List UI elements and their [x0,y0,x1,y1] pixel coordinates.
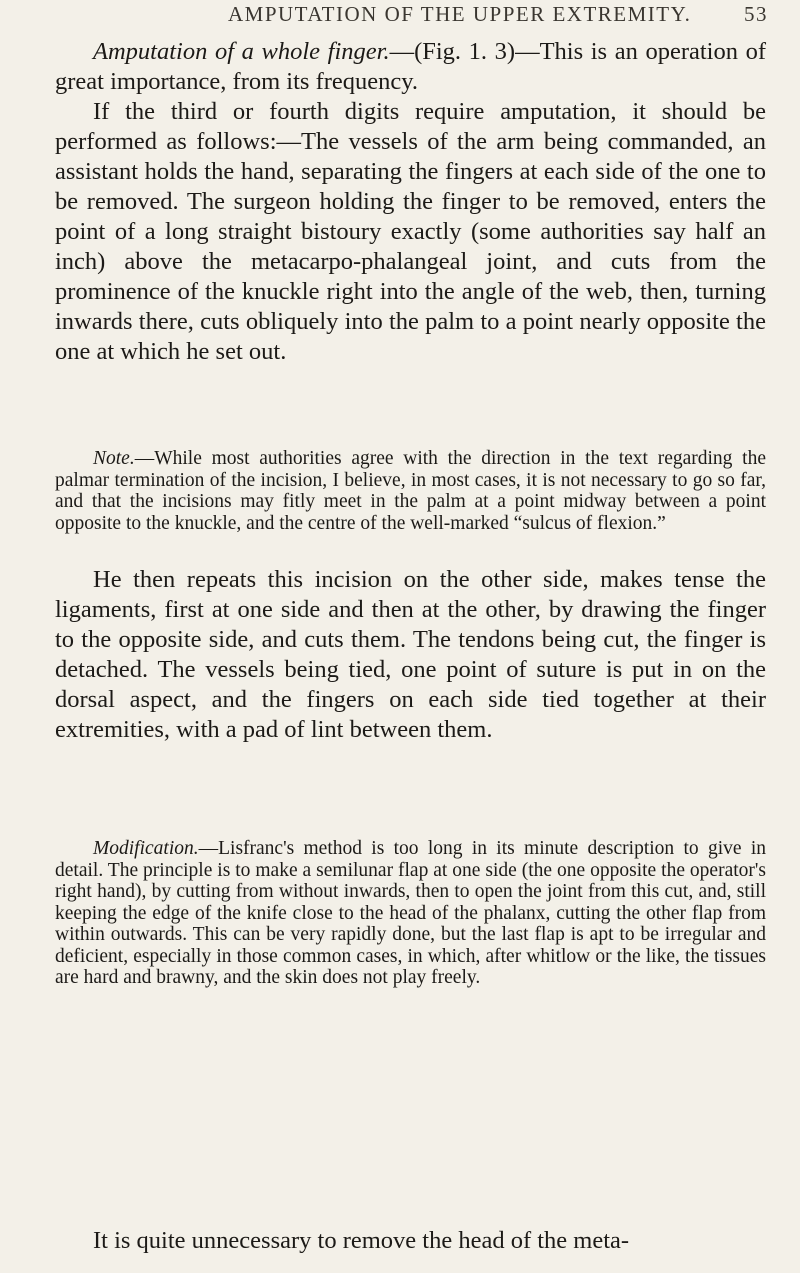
page-number: 53 [744,2,768,26]
note-text: —While most authorities agree with the direction in the text regarding the palmar termination of the incision, I believe, in most cases, it is not necessary to go so far, and that the incisions may fitly meet in the palm at a point midway between a point opposite to the knuckle, and the centre of the well-marked “sulcus of flexion.” [55,448,766,534]
modification-lead: Modification. [93,838,199,859]
section-intro-text: —(Fig. 1. 3)—This is an operation of great importance, from its frequency. [55,38,767,95]
paragraph-second-incision: He then repeats this incision on the other side, makes tense the ligaments, first at one side and then at the other, by drawing the finger to the opposite side, and cuts them. The tendons being cut, the finger is detached. The vessels being tied, one point of suture is put in on the dorsal aspect, and the fingers on each side tied together at their extremities, with a pad of lint between them. [55,566,766,743]
section-heading: Amputation of a whole finger. [93,38,390,65]
section-amputation-whole-finger [55,37,766,97]
note-lead: Note. [93,448,135,469]
modification-text: —Lisfranc's method is too long in its minute description to give in detail. The principle is to make a semilunar flap at one side (the one opposite the operator's right hand), by cutting from without inwards, then to open the joint from this cut, and, still keeping the edge of the knife close to the head of the phalanx, cutting the other flap from within outwards. This can be very rapidly done, but the last flap is apt to be irregular and deficient, especially in those common cases, in which, after whitlow or the like, the tissues are hard and brawny, and the skin does not play freely. [55,838,766,988]
paragraph-procedure: If the third or fourth digits require amputation, it should be performed as follows:—The vessels of the arm being commanded, an assistant holds the hand, separating the fingers at each side of the one to be removed. The surgeon holding the finger to be removed, enters the point of a long straight bistoury exactly (some authorities say half an inch) above the metacarpo-phalangeal joint, and cuts from the prominence of the knuckle right into the angle of the web, then, turning inwards there, cuts obliquely into the palm to a point nearly opposite the one at which he set out. [55,98,766,365]
running-head [58,2,768,32]
modification-paragraph [55,838,766,989]
running-head-title: AMPUTATION OF THE UPPER EXTREMITY. [228,2,692,26]
paragraph-continuation: It is quite unnecessary to remove the head of the meta- [93,1227,630,1254]
author-note [55,448,766,534]
